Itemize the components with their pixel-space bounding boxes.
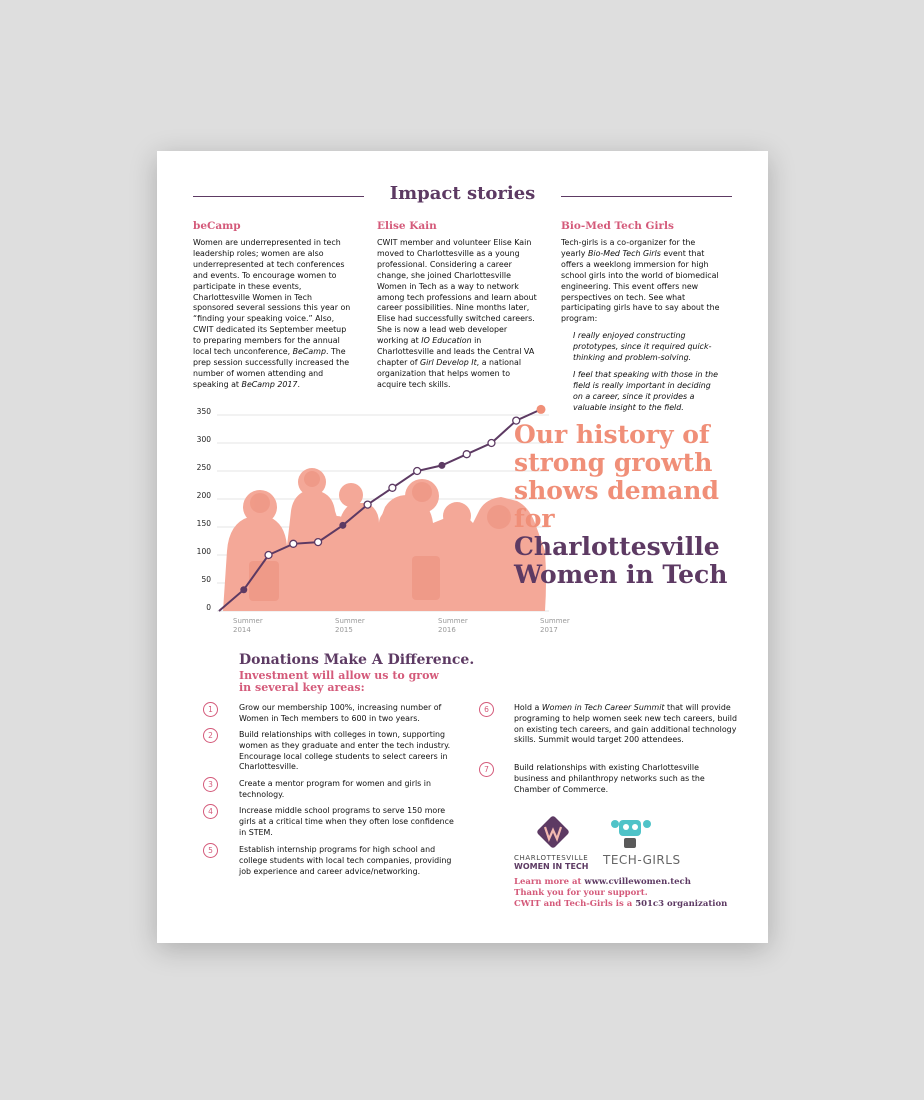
footer-org-line [514,899,727,910]
donation-item-3: Create a mentor program for women and girls in technology. [239,779,431,799]
headline-line: shows demand [514,476,719,505]
item-number: 4 [203,804,218,819]
story-body: Women are underrepresented in tech leadership roles; women are also underrepresented at tech conferences and events. To encourage women to participate in these events, Charlottesville Women in Tech sponsored several sessions this year on “finding your speaking voice.” Also, CWIT dedicated its September meetup to preparing members for the annual local tech unconference, BeCamp. The prep session successfully increased the number of women attending and speaking at BeCamp 2017. [193,238,351,389]
cwit-logo-line2: WOMEN IN TECH [514,862,589,871]
y-tick-label: 100 [196,547,211,556]
headline-line: for [514,504,555,533]
data-point [414,468,421,475]
headline-line: Charlottesville [514,532,720,561]
footer-thanks: Thank you for your support. [514,888,648,898]
footer-org-status: 501c3 organization [635,899,728,909]
flyer-page [157,151,768,943]
cwit-logo-line1: CHARLOTTESVILLE [514,854,589,862]
data-point [265,552,272,559]
item-number: 7 [479,762,494,777]
x-tick-label-2017: Summer 2017 [540,617,570,634]
quote-2: I feel that speaking with those in the field is really important in deciding on a career, since it provides a valuable insight to the field. [573,369,718,412]
footer-learn-line [514,877,727,888]
y-tick-label: 350 [196,407,211,416]
story-body: CWIT member and volunteer Elise Kain moved to Charlottesville as a young professional. Considering a career change, she joined Charlottesville Women in Tech as a way to network among tech professions and learn about career possibilities. Nine months later, Elise had successfully switched careers. She is now a lead web developer working at IO Education in Charlottesville and leads the Central VA chapter of Girl Develop It, a national organization that helps women to acquire tech skills. [377,238,537,389]
y-tick-label: 250 [196,463,211,472]
data-point [389,484,396,491]
story-heading-becamp: beCamp [193,220,241,232]
x-tick-label-2015: Summer 2015 [335,617,365,634]
donations-subtitle: Investment will allow us to grow in several key areas: [239,669,439,694]
quote-1: I really enjoyed constructing prototypes, since it required quick-thinking and problem-solving. [573,331,712,363]
data-point [315,539,322,546]
data-point [290,540,297,547]
story-body: Tech-girls is a co-organizer for the yearly Bio-Med Tech Girls event that offers a weeklong immersion for high school girls into the world of biomedical engineering. This event offers new perspectives on tech. See what participating girls have to say about the program: [561,238,720,324]
data-point [488,440,495,447]
story-heading-biomed: Bio-Med Tech Girls [561,220,674,232]
y-tick-label: 300 [196,435,211,444]
item-number: 6 [479,702,494,717]
donation-item-5: Establish internship programs for high school and college students with local tech companies, providing job experience and career advice/networking. [239,845,452,876]
y-tick-label: 0 [206,603,211,612]
cwit-logo-icon [535,814,571,850]
data-point [240,586,247,593]
y-tick-label: 150 [196,519,211,528]
data-point [438,462,445,469]
website-link[interactable]: www.cvillewomen.tech [584,877,691,887]
donations-title: Donations Make A Difference. [239,652,475,668]
donation-item-7: Build relationships with existing Charlottesville business and philanthropy networks such as the Chamber of Commerce. [514,763,705,794]
data-point [463,451,470,458]
story-heading-elise: Elise Kain [377,220,437,232]
donation-item-6: Hold a Women in Tech Career Summit that will provide programing to help women seek new tech careers, build on existing tech careers, and gain additional technology skills. Summit would target 200 attendees. [514,703,737,745]
donation-item-1: Grow our membership 100%, increasing number of Women in Tech members to 600 in two years. [239,703,442,723]
headline-line: Women in Tech [514,560,728,589]
growth-headline [514,421,764,589]
footer [514,877,727,910]
item-number: 3 [203,777,218,792]
donation-item-4: Increase middle school programs to serve 150 more girls at a critical time when they often lose confidence in STEM. [239,806,454,837]
donation-item-2: Build relationships with colleges in town, supporting women as they graduate and enter the tech industry. Encourage local college students to select careers in Charlottesville. [239,730,451,772]
headline-line: strong growth [514,448,713,477]
headline-line: Our history of [514,420,710,449]
y-tick-label: 50 [201,575,211,584]
x-tick-label-2016: Summer 2016 [438,617,468,634]
item-number: 5 [203,843,218,858]
y-tick-label: 200 [196,491,211,500]
data-point [537,405,546,414]
data-point [339,522,346,529]
data-point [364,501,371,508]
footer-org-prefix: CWIT and Tech-Girls is a [514,899,636,909]
tech-girls-logo-text: TECH-GIRLS [603,853,681,867]
tech-girls-robot-icon [609,816,655,852]
footer-learn-prefix: Learn more at [514,877,585,887]
item-number: 2 [203,728,218,743]
x-tick-label-2014: Summer 2014 [233,617,263,634]
item-number: 1 [203,702,218,717]
page-title: Impact stories [389,183,536,204]
